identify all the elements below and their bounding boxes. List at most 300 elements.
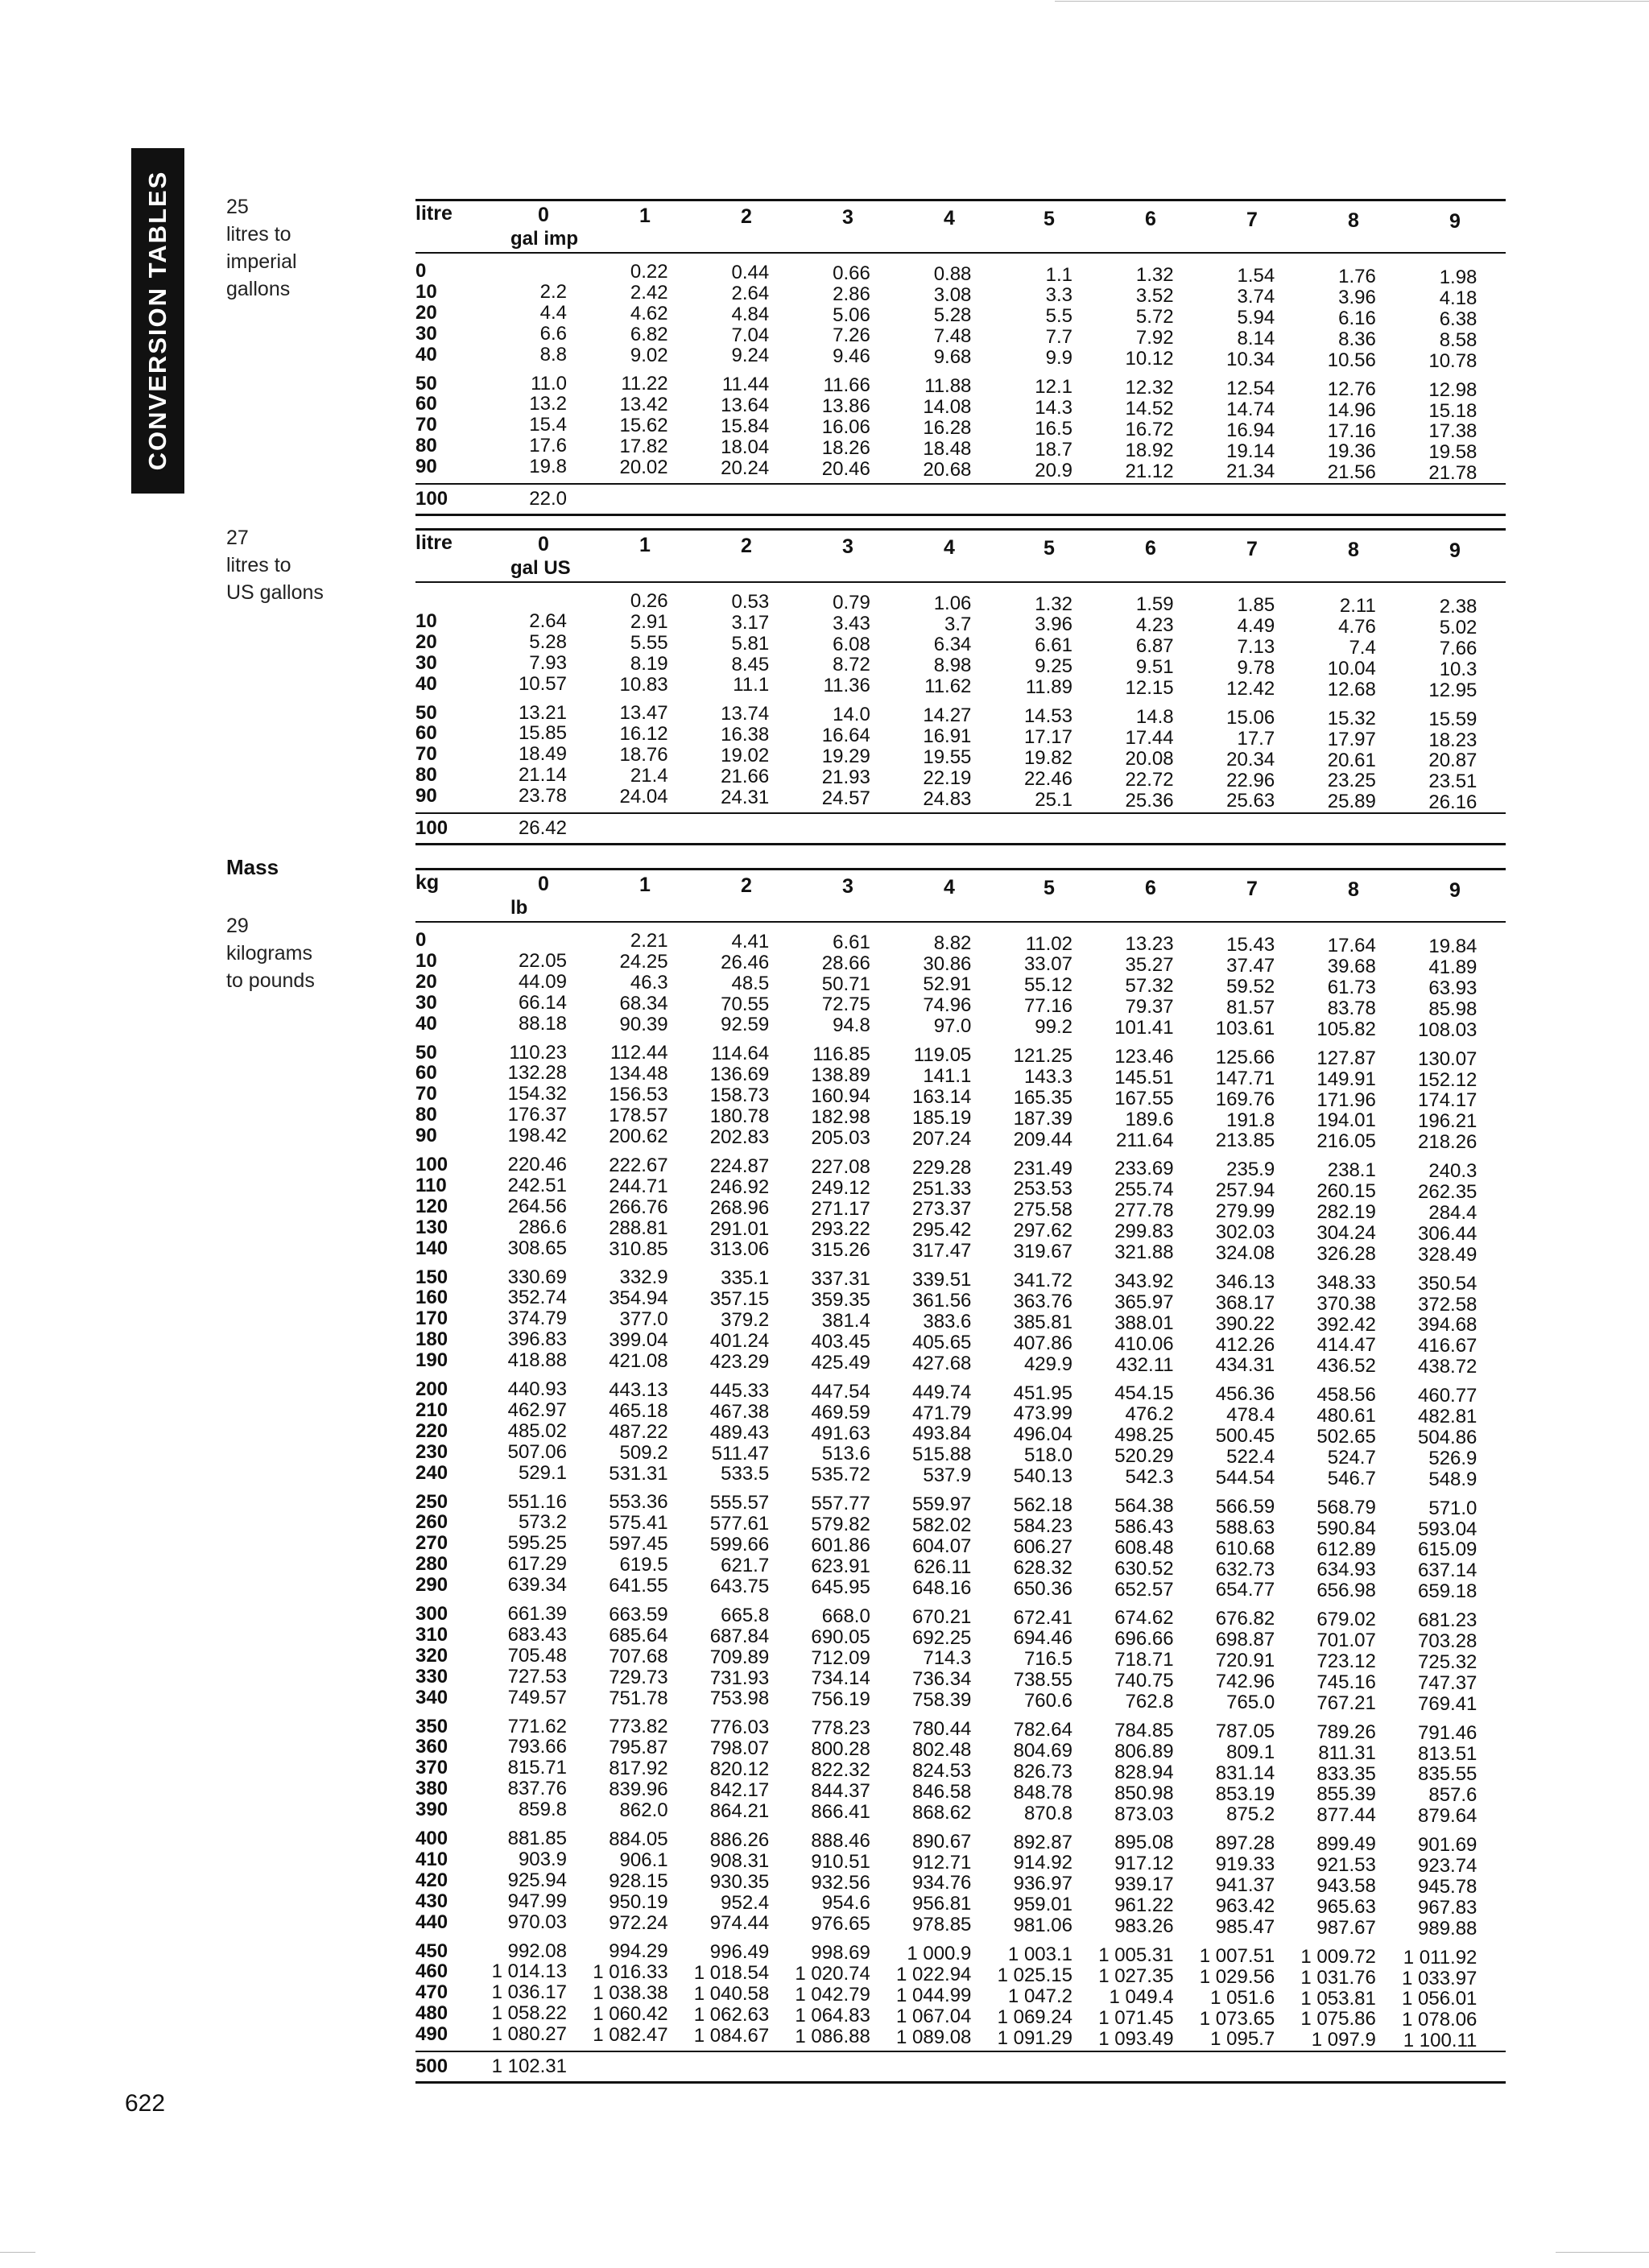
table-cell: 17.44	[1125, 726, 1174, 749]
table-cell: 412.26	[1215, 1333, 1275, 1356]
table-cell: 1.59	[1135, 593, 1174, 616]
table-cell: 12.54	[1226, 377, 1275, 399]
table-cell: 414.47	[1316, 1334, 1376, 1357]
table-cell: 180.78	[709, 1105, 770, 1127]
table-cell: 795.87	[609, 1737, 668, 1759]
table-cell: 1.06	[933, 592, 972, 614]
table-cell: 1.32	[1135, 264, 1174, 287]
table-cell: 868.62	[912, 1801, 972, 1824]
table-cell: 568.79	[1316, 1496, 1376, 1518]
table-cell: 24.31	[721, 786, 770, 808]
table-cell: 1 102.31	[491, 2055, 567, 2077]
row-label: 400	[415, 1828, 448, 1849]
table-cell: 12.15	[1125, 677, 1174, 699]
table-cell: 7.48	[933, 325, 972, 348]
table-cell: 436.52	[1316, 1355, 1376, 1378]
table-cell: 661.39	[507, 1603, 567, 1625]
table-cell: 601.86	[811, 1535, 870, 1556]
table-cell: 295.42	[912, 1219, 972, 1241]
table-rule	[415, 252, 1506, 254]
table-cell: 762.8	[1125, 1691, 1174, 1712]
table-cell: 753.98	[709, 1688, 770, 1710]
row-label: 230	[415, 1440, 448, 1463]
table-cell: 121.25	[1013, 1045, 1072, 1067]
table-cell: 4.23	[1135, 614, 1174, 637]
table-cell: 354.94	[609, 1287, 668, 1310]
table-cell: 61.73	[1327, 977, 1376, 998]
table-cell: 3.74	[1237, 286, 1275, 308]
row-label: 270	[415, 1532, 448, 1555]
table-cell: 610.68	[1215, 1537, 1275, 1560]
table-cell: 207.24	[912, 1127, 972, 1150]
table-cell: 268.96	[709, 1196, 770, 1219]
table-cell: 548.9	[1428, 1468, 1477, 1490]
table-cell: 800.28	[811, 1738, 870, 1761]
table-cell: 14.08	[923, 396, 972, 418]
table-cell: 18.23	[1428, 729, 1477, 751]
column-header: 9	[1449, 210, 1461, 233]
table-cell: 343.92	[1114, 1270, 1174, 1292]
table-cell: 202.83	[709, 1126, 770, 1148]
table-cell: 361.56	[912, 1290, 972, 1312]
table-cell: 6.61	[833, 931, 870, 953]
table-cell: 13.2	[529, 393, 567, 415]
row-label: 460	[415, 1960, 448, 1983]
table-cell: 23.25	[1327, 770, 1376, 792]
table-cell: 13.23	[1125, 933, 1174, 956]
row-label: 70	[415, 1083, 437, 1105]
table-cell: 377.0	[619, 1308, 668, 1331]
column-header: 7	[1246, 878, 1258, 901]
table-cell: 994.29	[609, 1940, 668, 1963]
row-label: 440	[415, 1911, 448, 1933]
caption-line: litres to	[226, 223, 291, 246]
table-cell: 870.8	[1023, 1802, 1072, 1824]
table-cell: 998.69	[811, 1942, 870, 1964]
caption-line: kilograms	[226, 942, 312, 965]
table-cell: 328.49	[1418, 1243, 1477, 1266]
table-cell: 1 084.67	[693, 2024, 770, 2047]
column-header: 7	[1246, 538, 1258, 561]
table-cell: 590.84	[1316, 1517, 1376, 1539]
table-cell: 112.44	[610, 1042, 668, 1064]
row-label: 200	[415, 1378, 448, 1400]
column-header: 3	[842, 535, 853, 558]
table-cell: 94.8	[833, 1014, 870, 1037]
table-cell: 1 003.1	[1007, 1944, 1072, 1965]
row-label: 280	[415, 1553, 448, 1576]
table-cell: 0.66	[833, 262, 870, 284]
table-number: 25	[226, 196, 249, 218]
table-cell: 178.57	[609, 1105, 668, 1127]
table-cell: 11.62	[924, 675, 972, 698]
to-unit-header: gal imp	[510, 228, 579, 250]
table-cell: 663.59	[609, 1603, 668, 1626]
table-cell: 476.2	[1125, 1403, 1174, 1426]
table-cell: 383.6	[923, 1310, 972, 1332]
table-cell: 0.44	[731, 261, 770, 283]
column-header: 0	[538, 873, 549, 895]
table-cell: 253.53	[1013, 1178, 1072, 1200]
table-cell: 480.61	[1316, 1405, 1376, 1427]
table-cell: 174.17	[1418, 1089, 1477, 1112]
table-cell: 22.05	[518, 949, 567, 972]
table-cell: 16.91	[923, 725, 972, 747]
table-cell: 1.85	[1237, 594, 1275, 617]
table-cell: 859.8	[518, 1799, 567, 1821]
table-cell: 15.06	[1226, 706, 1275, 729]
row-label: 490	[415, 2023, 448, 2046]
table-cell: 293.22	[811, 1218, 870, 1241]
table-cell: 850.98	[1114, 1782, 1174, 1804]
table-cell: 12.68	[1327, 678, 1376, 700]
table-cell: 3.96	[1338, 287, 1376, 309]
table-cell: 1 097.9	[1311, 2029, 1376, 2051]
table-cell: 3.17	[731, 611, 770, 634]
table-cell: 246.92	[709, 1175, 770, 1198]
row-label: 50	[415, 372, 437, 395]
table-cell: 72.75	[821, 994, 870, 1016]
table-cell: 615.09	[1418, 1539, 1477, 1561]
table-cell: 13.42	[619, 394, 668, 416]
table-cell: 784.85	[1114, 1719, 1174, 1741]
table-cell: 152.12	[1418, 1068, 1477, 1091]
table-cell: 1 071.45	[1098, 2006, 1174, 2029]
row-label: 100	[415, 488, 448, 510]
table-cell: 10.78	[1428, 349, 1477, 372]
table-cell: 2.91	[630, 610, 668, 633]
table-cell: 890.67	[912, 1830, 972, 1853]
table-cell: 227.08	[811, 1155, 870, 1178]
column-header: 4	[944, 875, 955, 899]
table-cell: 451.95	[1013, 1382, 1072, 1404]
table-cell: 1 014.13	[491, 1960, 567, 1983]
table-cell: 884.05	[609, 1828, 668, 1850]
table-cell: 3.3	[1045, 284, 1072, 307]
table-cell: 5.06	[833, 304, 870, 326]
table-cell: 171.96	[1316, 1089, 1376, 1111]
row-label: 60	[415, 722, 437, 745]
table-cell: 597.45	[609, 1533, 668, 1555]
table-cell: 906.1	[619, 1849, 668, 1871]
table-cell: 956.81	[912, 1893, 972, 1915]
table-cell: 2.86	[833, 283, 870, 305]
table-cell: 434.31	[1215, 1354, 1275, 1377]
row-label: 50	[415, 1041, 437, 1064]
table-rule	[415, 528, 1506, 531]
table-cell: 9.51	[1135, 656, 1174, 679]
table-cell: 196.21	[1418, 1110, 1477, 1133]
row-label: 160	[415, 1287, 448, 1309]
table-cell: 705.48	[507, 1644, 567, 1667]
table-cell: 5.94	[1237, 307, 1275, 329]
table-cell: 588.63	[1215, 1516, 1275, 1539]
table-cell: 696.66	[1114, 1628, 1174, 1650]
table-cell: 866.41	[811, 1800, 870, 1823]
table-cell: 665.8	[721, 1604, 770, 1626]
table-cell: 462.97	[507, 1398, 567, 1421]
table-cell: 11.0	[531, 372, 567, 395]
column-header: 1	[639, 533, 651, 556]
table-cell: 641.55	[609, 1575, 668, 1597]
table-cell: 372.58	[1418, 1293, 1477, 1316]
table-cell: 875.2	[1226, 1803, 1275, 1826]
table-cell: 127.87	[1316, 1047, 1376, 1069]
table-cell: 167.55	[1114, 1087, 1174, 1109]
table-cell: 279.99	[1215, 1200, 1275, 1223]
table-cell: 1 091.29	[997, 2026, 1072, 2049]
column-header: 4	[944, 535, 955, 559]
table-cell: 826.73	[1013, 1760, 1072, 1783]
row-label: 150	[415, 1266, 448, 1288]
table-cell: 92.59	[721, 1014, 770, 1036]
table-cell: 16.72	[1125, 418, 1174, 440]
table-cell: 114.64	[711, 1043, 770, 1065]
table-cell: 57.32	[1125, 975, 1174, 998]
table-cell: 50.71	[821, 973, 870, 995]
table-cell: 20.34	[1226, 748, 1275, 770]
row-label: 210	[415, 1398, 448, 1421]
column-header: 6	[1145, 877, 1156, 900]
table-cell: 238.1	[1327, 1159, 1376, 1182]
table-cell: 10.83	[619, 673, 668, 696]
table-cell: 1 067.04	[895, 2005, 972, 2027]
table-cell: 989.88	[1418, 1917, 1477, 1940]
table-cell: 97.0	[933, 1015, 972, 1038]
table-cell: 200.62	[609, 1126, 668, 1147]
table-cell: 21.12	[1125, 460, 1174, 482]
table-cell: 765.0	[1226, 1691, 1275, 1713]
table-cell: 24.25	[619, 950, 668, 973]
table-cell: 972.24	[609, 1911, 668, 1934]
table-cell: 297.62	[1013, 1220, 1072, 1242]
table-cell: 899.49	[1316, 1833, 1376, 1856]
table-cell: 12.32	[1125, 376, 1174, 399]
table-cell: 189.6	[1125, 1108, 1174, 1130]
table-cell: 16.5	[1035, 417, 1072, 440]
table-cell: 313.06	[709, 1238, 770, 1261]
table-cell: 773.82	[609, 1716, 668, 1738]
table-cell: 19.84	[1428, 936, 1477, 958]
row-label: 130	[415, 1216, 448, 1238]
table-cell: 0.79	[833, 591, 870, 613]
row-label: 170	[415, 1308, 448, 1330]
table-cell: 11.36	[823, 675, 870, 697]
table-cell: 324.08	[1215, 1241, 1275, 1264]
row-label: 40	[415, 1012, 437, 1035]
table-cell: 718.71	[1114, 1649, 1174, 1671]
table-cell: 23.51	[1428, 770, 1477, 793]
row-label: 140	[415, 1237, 448, 1259]
table-cell: 628.32	[1013, 1556, 1072, 1579]
table-cell: 544.54	[1215, 1466, 1275, 1489]
table-cell: 275.58	[1013, 1199, 1072, 1221]
column-header: 9	[1449, 879, 1461, 903]
table-cell: 21.66	[721, 766, 770, 787]
column-header: 3	[842, 874, 853, 898]
table-cell: 941.37	[1215, 1874, 1275, 1897]
table-cell: 363.76	[1013, 1290, 1072, 1312]
table-cell: 674.62	[1114, 1607, 1174, 1630]
table-cell: 582.02	[912, 1514, 972, 1536]
table-cell: 831.14	[1215, 1762, 1275, 1784]
table-cell: 399.04	[609, 1329, 668, 1352]
table-cell: 954.6	[821, 1892, 870, 1915]
table-cell: 425.49	[811, 1351, 870, 1374]
table-cell: 493.84	[912, 1423, 972, 1445]
table-cell: 14.53	[1023, 705, 1072, 727]
table-cell: 7.04	[731, 324, 770, 346]
table-cell: 828.94	[1114, 1761, 1174, 1783]
table-cell: 1 016.33	[593, 1961, 668, 1984]
table-cell: 17.82	[619, 436, 668, 458]
table-cell: 116.85	[812, 1043, 870, 1066]
table-cell: 443.13	[609, 1378, 668, 1401]
table-cell: 855.39	[1316, 1783, 1376, 1806]
table-cell: 1 060.42	[593, 2003, 668, 2026]
table-cell: 14.0	[833, 704, 870, 726]
table-cell: 291.01	[709, 1217, 770, 1240]
table-cell: 650.36	[1013, 1577, 1072, 1600]
table-cell: 780.44	[912, 1718, 972, 1741]
row-label: 320	[415, 1644, 448, 1667]
table-cell: 471.79	[912, 1402, 972, 1424]
table-cell: 99.2	[1035, 1016, 1072, 1039]
table-cell: 25.36	[1125, 789, 1174, 812]
table-cell: 987.67	[1316, 1916, 1376, 1939]
table-cell: 584.23	[1013, 1514, 1072, 1537]
table-cell: 758.39	[912, 1689, 972, 1712]
table-cell: 529.1	[518, 1461, 567, 1484]
table-cell: 776.03	[709, 1716, 770, 1739]
table-cell: 403.45	[811, 1330, 870, 1353]
table-cell: 240.3	[1428, 1160, 1477, 1183]
table-cell: 630.52	[1114, 1557, 1174, 1580]
table-cell: 1 029.56	[1199, 1965, 1275, 1988]
table-cell: 504.86	[1418, 1426, 1477, 1448]
page-edge-line	[1055, 1, 1649, 2]
table-cell: 771.62	[507, 1715, 567, 1737]
table-cell: 11.02	[1025, 932, 1072, 955]
table-cell: 185.19	[912, 1106, 972, 1129]
table-cell: 326.28	[1316, 1242, 1376, 1265]
table-cell: 41.89	[1428, 956, 1477, 978]
table-cell: 1 009.72	[1300, 1945, 1376, 1968]
table-cell: 0.26	[630, 589, 668, 612]
table-cell: 833.35	[1316, 1762, 1376, 1785]
table-cell: 478.4	[1226, 1404, 1275, 1427]
table-cell: 604.07	[912, 1535, 972, 1557]
table-cell: 577.61	[709, 1513, 770, 1535]
table-cell: 6.6	[539, 322, 567, 345]
page-edge-line	[0, 2252, 35, 2253]
table-cell: 147.71	[1215, 1067, 1275, 1089]
table-cell: 879.64	[1418, 1805, 1477, 1828]
table-cell: 1 018.54	[693, 1962, 770, 1985]
table-cell: 317.47	[912, 1240, 972, 1262]
table-cell: 24.04	[619, 786, 668, 808]
table-cell: 262.35	[1418, 1181, 1477, 1203]
row-label: 80	[415, 435, 437, 457]
table-cell: 921.53	[1316, 1854, 1376, 1877]
table-cell: 1 011.92	[1403, 1946, 1477, 1968]
table-cell: 25.89	[1327, 791, 1376, 813]
table-cell: 806.89	[1114, 1740, 1174, 1762]
row-label: 310	[415, 1623, 448, 1646]
table-cell: 1.1	[1045, 263, 1072, 286]
table-cell: 928.15	[609, 1869, 668, 1892]
table-cell: 141.1	[923, 1065, 972, 1087]
table-cell: 308.65	[507, 1237, 567, 1259]
row-label: 70	[415, 743, 437, 766]
table-cell: 209.44	[1013, 1128, 1072, 1151]
table-cell: 467.38	[709, 1400, 770, 1423]
table-cell: 16.38	[721, 724, 770, 746]
table-cell: 10.57	[518, 672, 567, 695]
table-cell: 449.74	[912, 1381, 972, 1403]
table-cell: 20.61	[1327, 749, 1376, 771]
table-cell: 685.64	[609, 1624, 668, 1646]
table-cell: 5.28	[933, 304, 972, 327]
table-cell: 469.59	[811, 1401, 870, 1423]
table-cell: 1 095.7	[1210, 2028, 1275, 2051]
table-cell: 820.12	[709, 1758, 770, 1781]
table-cell: 18.49	[518, 743, 567, 766]
table-cell: 8.45	[731, 653, 770, 675]
table-cell: 132.28	[507, 1062, 567, 1084]
table-cell: 17.97	[1327, 728, 1376, 750]
table-cell: 652.57	[1114, 1578, 1174, 1601]
row-label: 260	[415, 1511, 448, 1534]
table-cell: 418.88	[507, 1349, 567, 1372]
table-cell: 520.29	[1114, 1445, 1174, 1468]
table-cell: 15.43	[1226, 934, 1275, 956]
table-cell: 103.61	[1215, 1017, 1275, 1039]
table-cell: 1 075.86	[1300, 2008, 1376, 2030]
row-label: 10	[415, 609, 437, 632]
table-cell: 85.98	[1428, 998, 1477, 1020]
table-cell: 284.4	[1428, 1201, 1477, 1224]
table-cell: 617.29	[507, 1553, 567, 1576]
table-cell: 1.54	[1237, 265, 1275, 287]
table-cell: 654.77	[1215, 1579, 1275, 1601]
table-cell: 4.84	[731, 303, 770, 325]
table-cell: 110.23	[509, 1041, 567, 1064]
row-label: 290	[415, 1574, 448, 1597]
table-cell: 20.24	[721, 456, 770, 479]
caption-line: US gallons	[226, 581, 324, 604]
table-cell: 1 000.9	[907, 1943, 972, 1965]
table-cell: 381.4	[821, 1310, 870, 1332]
table-cell: 12.1	[1035, 376, 1072, 398]
table-cell: 359.35	[811, 1289, 870, 1312]
table-cell: 903.9	[518, 1848, 567, 1870]
table-cell: 88.18	[518, 1012, 567, 1035]
table-cell: 1 051.6	[1210, 1986, 1275, 2009]
table-cell: 21.4	[630, 765, 668, 787]
table-cell: 824.53	[912, 1759, 972, 1782]
column-header: 6	[1145, 537, 1156, 560]
table-cell: 992.08	[507, 1940, 567, 1962]
row-label: 80	[415, 764, 437, 787]
table-cell: 315.26	[811, 1239, 870, 1262]
table-cell: 967.83	[1418, 1896, 1477, 1919]
table-cell: 1 062.63	[693, 2004, 770, 2026]
table-cell: 745.16	[1316, 1671, 1376, 1693]
table-cell: 19.82	[1023, 746, 1072, 769]
table-cell: 901.69	[1418, 1834, 1477, 1857]
table-cell: 77.16	[1023, 995, 1072, 1018]
